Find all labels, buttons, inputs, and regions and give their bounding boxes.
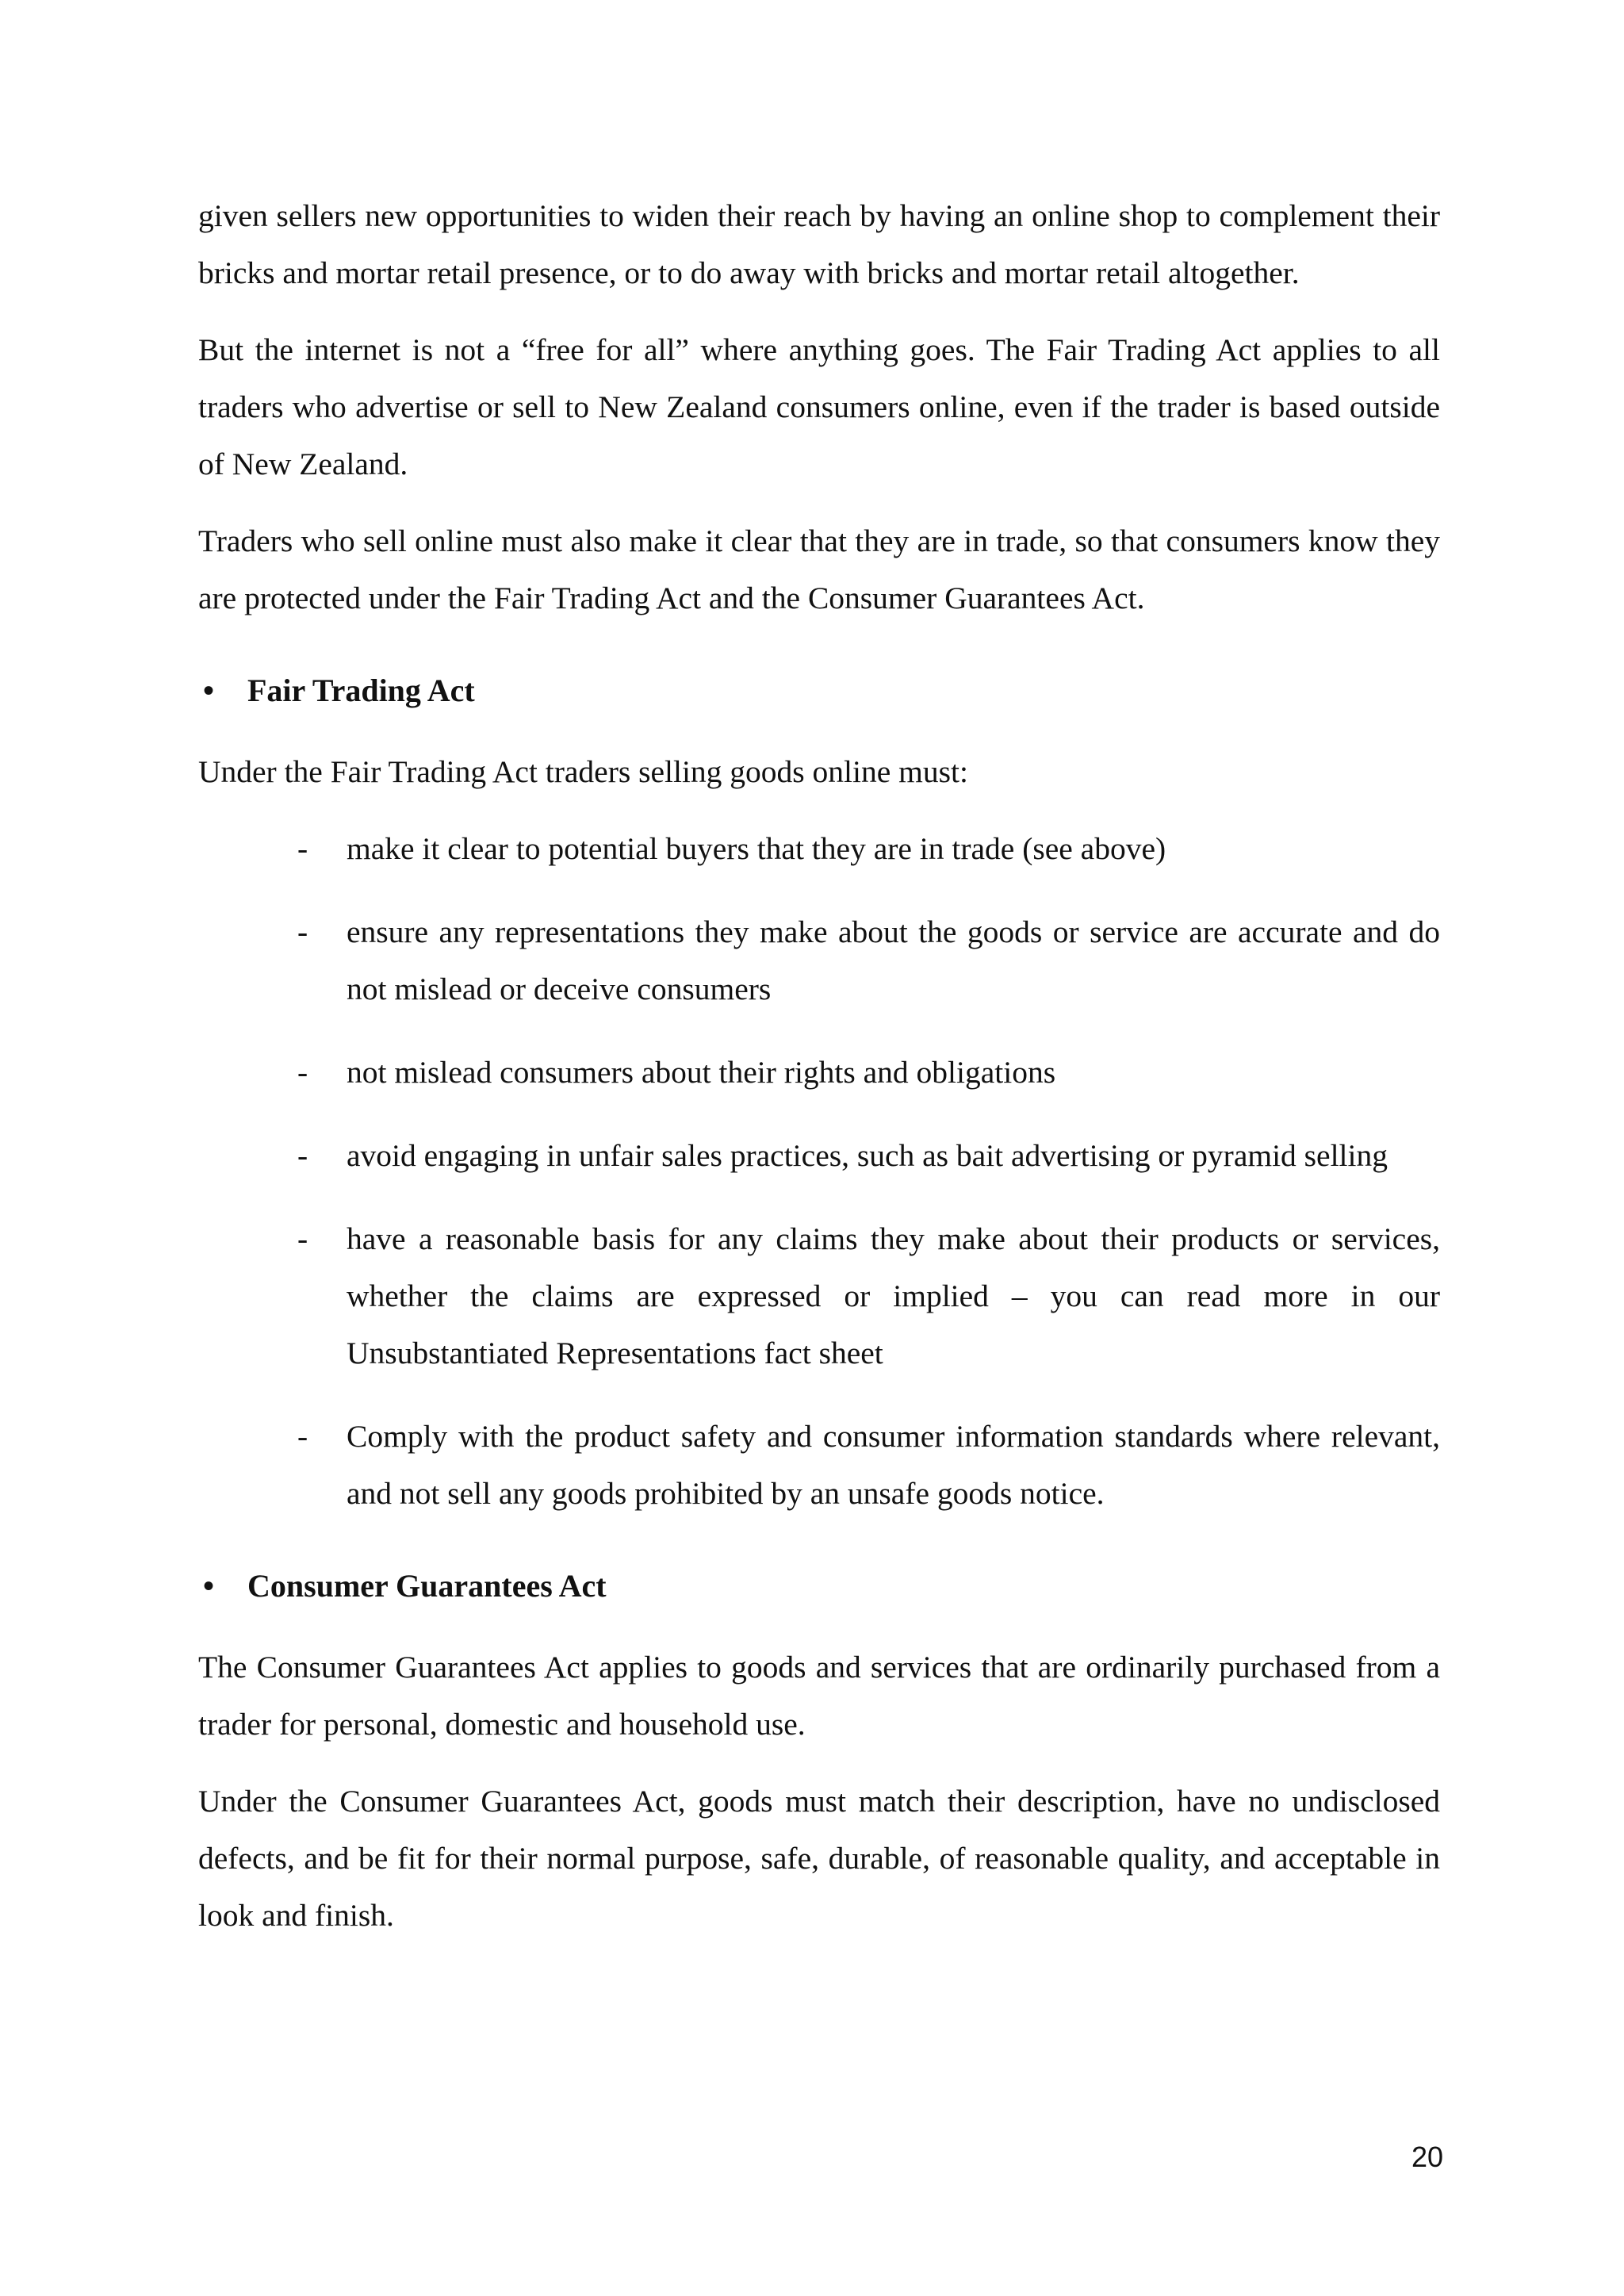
dash-marker: - (297, 1419, 308, 1454)
dash-marker: - (297, 1055, 308, 1090)
section-heading-fair-trading-act (198, 662, 1440, 719)
list-item (198, 1210, 1440, 1382)
dash-marker: - (297, 831, 308, 866)
list-item (198, 820, 1440, 877)
list-item (198, 1127, 1440, 1184)
body-paragraph: Under the Consumer Guarantees Act, goods must match their description, have no undisclosed defects, and be fit for their normal purpose, safe, durable, of reasonable quality, and acceptable in look and finish. (198, 1784, 1440, 1933)
list-item-text: not mislead consumers about their rights and obligations (347, 1055, 1056, 1090)
list-item (198, 1408, 1440, 1522)
fair-trading-obligations-list (198, 820, 1440, 1522)
section-heading-consumer-guarantees-act (198, 1558, 1440, 1615)
section-intro: Under the Fair Trading Act traders selling goods online must: (198, 754, 968, 789)
list-item-text: avoid engaging in unfair sales practices, such as bait advertising or pyramid selling (347, 1138, 1388, 1173)
bullet-icon: • (203, 673, 215, 708)
page-number: 20 (1411, 2141, 1443, 2173)
list-item-text: make it clear to potential buyers that they are in trade (see above) (347, 831, 1166, 866)
list-item (198, 1044, 1440, 1101)
section-heading-text: Consumer Guarantees Act (247, 1568, 607, 1604)
body-paragraph: But the internet is not a “free for all” where anything goes. The Fair Trading Act applies to all traders who advertise or sell to New Zealand consumers online, even if the trader is based outside of New Zealand. (198, 332, 1440, 481)
list-item-text: have a reasonable basis for any claims they make about their products or services, whether the claims are expressed or implied – you can read more in our Unsubstantiated Representations fact sheet (347, 1221, 1440, 1370)
dash-marker: - (297, 1221, 308, 1256)
body-paragraph: The Consumer Guarantees Act applies to goods and services that are ordinarily purchased from a trader for personal, domestic and household use. (198, 1650, 1440, 1742)
body-paragraph: given sellers new opportunities to widen their reach by having an online shop to complement their bricks and mortar retail presence, or to do away with bricks and mortar retail altogether. (198, 198, 1440, 290)
body-paragraph: Traders who sell online must also make it clear that they are in trade, so that consumers know they are protected under the Fair Trading Act and the Consumer Guarantees Act. (198, 523, 1440, 615)
page-content (198, 187, 1440, 1964)
list-item-text: ensure any representations they make about the goods or service are accurate and do not mislead or deceive consumers (347, 914, 1440, 1006)
bullet-icon: • (203, 1568, 215, 1604)
list-item (198, 903, 1440, 1018)
section-heading-text: Fair Trading Act (247, 673, 475, 708)
list-item-text: Comply with the product safety and consumer information standards where relevant, and not sell any goods prohibited by an unsafe goods notice. (347, 1419, 1440, 1511)
dash-marker: - (297, 914, 308, 949)
dash-marker: - (297, 1138, 308, 1173)
